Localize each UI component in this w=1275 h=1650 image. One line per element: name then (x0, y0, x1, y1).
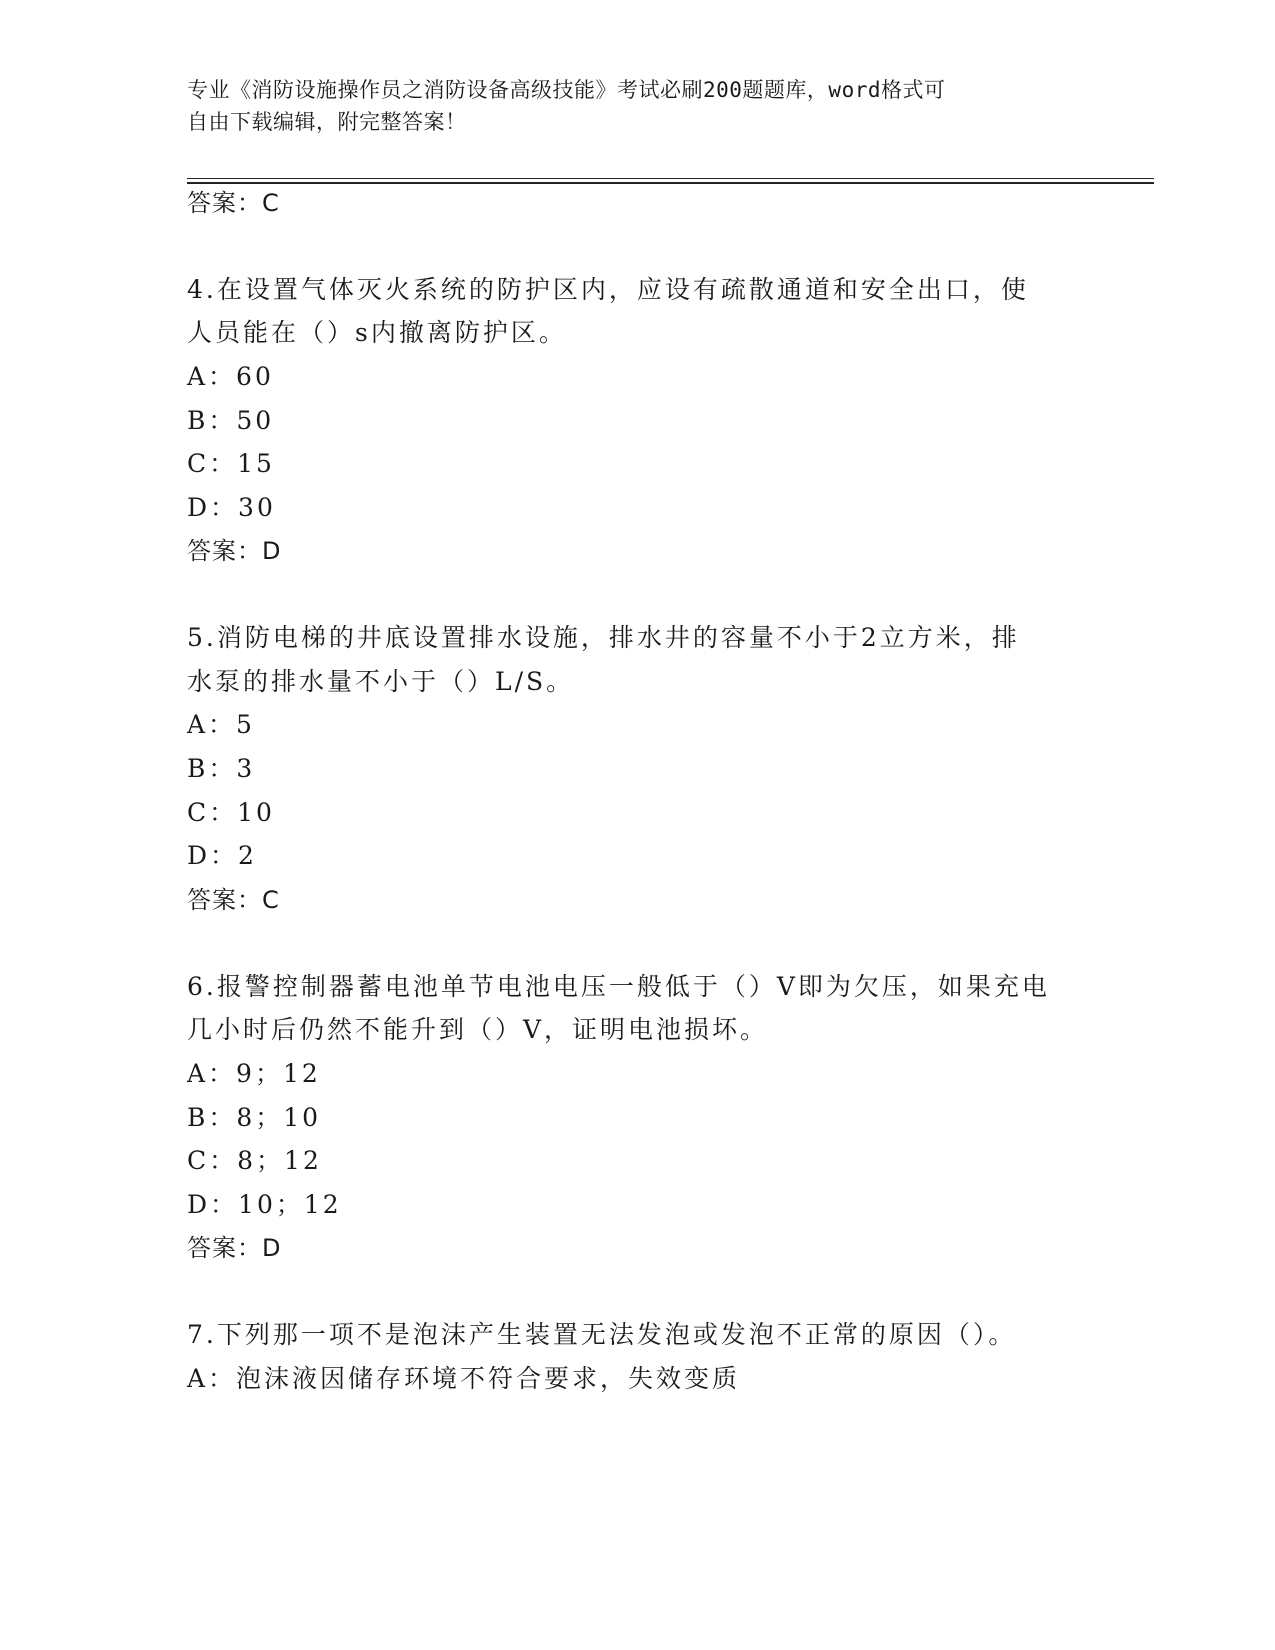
header-divider (187, 178, 1154, 179)
question-5-answer: 答案：C (187, 886, 280, 914)
question-5-option-d: D：2 (187, 841, 257, 870)
question-5-option-a: A：5 (187, 710, 255, 739)
question-6-answer: 答案：D (187, 1234, 282, 1262)
question-6-option-b: B：8；10 (187, 1103, 322, 1132)
question-5-stem-line-2: 水泵的排水量不小于（）L/S。 (187, 667, 575, 696)
question-6-option-c: C：8；12 (187, 1146, 322, 1175)
question-4-answer: 答案：D (187, 537, 282, 565)
question-4-stem-line-1: 4.在设置气体灭火系统的防护区内，应设有疏散通道和安全出口，使 (187, 275, 1029, 304)
question-6-stem-line-2: 几小时后仍然不能升到（）V，证明电池损坏。 (187, 1015, 769, 1044)
previous-answer: 答案：C (187, 189, 280, 217)
header-line-1: 专业《消防设施操作员之消防设备高级技能》考试必刷200题题库，word格式可 (187, 78, 946, 102)
question-4-option-a: A：60 (187, 362, 274, 391)
question-5-option-c: C：10 (187, 798, 275, 827)
question-5-stem-line-1: 5.消防电梯的井底设置排水设施，排水井的容量不小于2立方米，排 (187, 623, 1020, 652)
question-4-option-b: B：50 (187, 406, 275, 435)
header-divider-thick (187, 182, 1154, 184)
question-4-option-c: C：15 (187, 449, 275, 478)
question-5-option-b: B：3 (187, 754, 256, 783)
question-6-option-a: A：9；12 (187, 1059, 321, 1088)
page-header (187, 74, 1087, 138)
question-4-stem-line-2: 人员能在（）s内撤离防护区。 (187, 318, 567, 347)
question-6-stem-line-1: 6.报警控制器蓄电池单节电池电压一般低于（）V即为欠压，如果充电 (187, 972, 1050, 1001)
question-7-stem-line-1: 7.下列那一项不是泡沫产生装置无法发泡或发泡不正常的原因（）。 (187, 1320, 1017, 1349)
question-6-option-d: D：10；12 (187, 1190, 342, 1219)
question-7-option-a: A：泡沫液因储存环境不符合要求，失效变质 (187, 1364, 741, 1393)
header-line-2: 自由下载编辑，附完整答案！ (187, 110, 467, 134)
question-4-option-d: D：30 (187, 493, 276, 522)
